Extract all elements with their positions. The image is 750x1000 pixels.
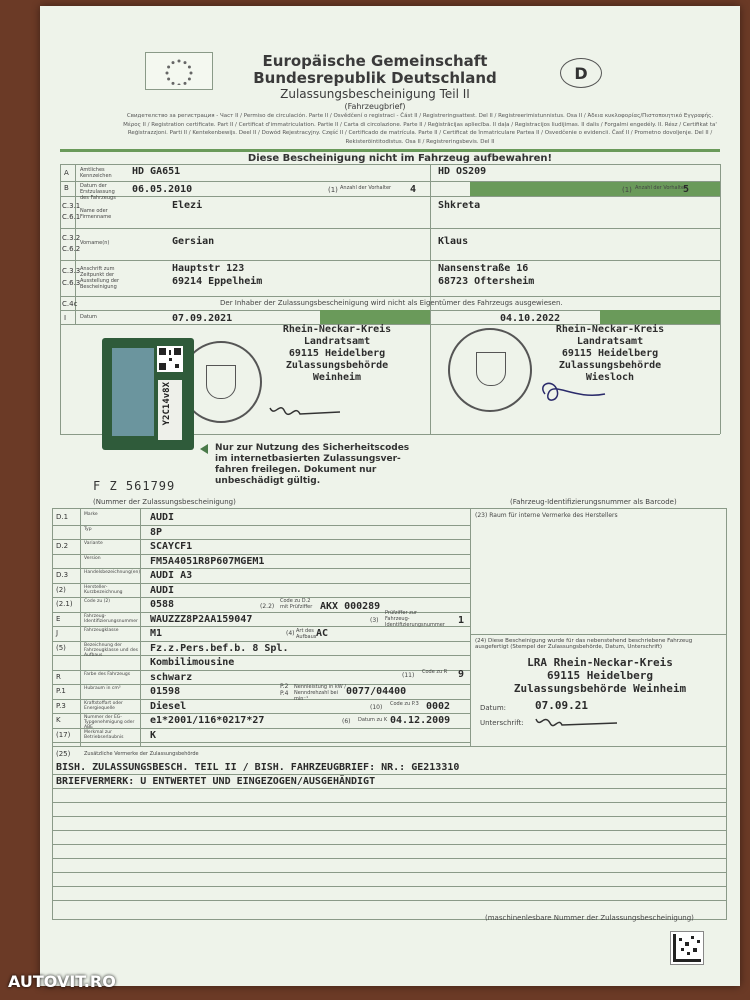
divider	[720, 164, 721, 434]
code-6-desc: Datum zu K	[358, 717, 388, 723]
row-divider	[52, 699, 470, 700]
holder-name-left: Elezi	[172, 200, 203, 211]
row-value: M1	[150, 628, 163, 639]
security-code-strip: Y2C14v8X	[158, 380, 182, 440]
row-divider	[52, 568, 470, 569]
code-11-label: (11)	[402, 672, 415, 679]
remark-ruling	[52, 900, 727, 901]
row-value: SCAYCF1	[150, 541, 193, 552]
remark-ruling	[52, 802, 727, 803]
eu-flag-icon	[145, 52, 213, 90]
divider	[60, 164, 720, 165]
field-label: Datum	[80, 314, 97, 320]
cert-number-label: (Nummer der Zulassungsbescheinigung)	[93, 498, 236, 506]
row-value: AUDI A3	[150, 570, 193, 581]
divider	[80, 508, 81, 746]
prev-count-code: (1)	[622, 186, 632, 194]
field-code: C.6.1	[62, 213, 81, 221]
row-code: K	[56, 716, 61, 724]
code-4-desc: Art des Aufbaus	[296, 628, 317, 640]
datamatrix-code-icon	[670, 931, 704, 965]
row-value: K	[150, 729, 157, 741]
field-code: C.6.3	[62, 279, 81, 287]
row-code: D.1	[56, 513, 69, 521]
row-divider	[52, 684, 470, 685]
certificate-number: F Z 561799	[93, 479, 176, 493]
row-value: 01598	[150, 686, 181, 697]
code-10-label: (10)	[370, 704, 383, 711]
row-label: Marke	[84, 512, 98, 517]
row-code: (17)	[56, 730, 71, 739]
row-divider	[52, 554, 470, 555]
code-22-label: (2.2)	[260, 603, 275, 610]
row-code: D.2	[56, 542, 69, 550]
remark-line: BRIEFVERMERK: U ENTWERTET UND EINGEZOGEN/AUSGEHÄNDIGT	[56, 776, 376, 787]
document-subtitle-2: (Fahrzeugbrief)	[344, 102, 406, 111]
country-mark: D	[560, 58, 602, 88]
field-label: Anschrift zum Zeitpunkt der Ausstellung der Bescheinigung	[80, 266, 120, 290]
row-code: E	[56, 614, 61, 623]
security-note: Nur zur Nutzung des Sicherheitscodes im internetbasierten Zulassungsver- fahren freilegen. Dokument nur unbeschädigt gültig.	[215, 443, 410, 486]
prev-count-code: (1)	[328, 186, 338, 194]
field-code: C.6.2	[62, 245, 81, 253]
issued-label: (24) Diese Bescheinigung wurde für das nebenstehend beschriebene Fahrzeug ausgefertigt (Stempel der Zulassungsbehörde, Datum, Unterschrift)	[475, 638, 693, 650]
internal-note-label: (23) Raum für interne Vermerke des Herstellers	[475, 512, 618, 519]
field-label: Vorname(n)	[80, 240, 110, 246]
field-code: C.4c	[62, 300, 78, 308]
divider	[60, 260, 720, 261]
code-3: 1	[458, 615, 465, 626]
divider	[52, 746, 727, 747]
row-divider	[52, 742, 470, 743]
field-code: C.3.1	[62, 202, 81, 210]
plate-left: HD GA651	[132, 166, 181, 177]
field-code: B	[64, 184, 69, 192]
row-label: Fahrzeug-Identifizierungsnummer	[84, 613, 138, 624]
code-22: AKX 000289	[320, 601, 381, 612]
holder-city-right: 68723 Oftersheim	[438, 276, 535, 287]
plate-right: HD OS209	[438, 166, 487, 177]
security-code-card	[102, 338, 194, 450]
row-divider	[52, 597, 470, 598]
row-label: Bezeichnung der Fahrzeugklasse und des Aufbaus	[84, 642, 138, 658]
field-code: A	[64, 169, 69, 177]
divider	[60, 228, 720, 229]
divider	[52, 508, 727, 509]
row-value: schwarz	[150, 671, 193, 683]
row-label: Hersteller-Kurzbezeichnung	[84, 584, 123, 595]
field-code: I	[64, 314, 67, 322]
remark-ruling	[52, 886, 727, 887]
row-code: P.3	[56, 701, 66, 710]
row-label: Nummer der EG-Typgenehmigung oder ABE	[84, 715, 135, 730]
code-4-label: (4)	[286, 630, 295, 637]
coat-of-arms-icon	[476, 352, 506, 386]
arrow-icon	[200, 444, 208, 454]
remark-ruling	[52, 774, 727, 775]
remark-ruling	[52, 872, 727, 873]
code-3-label: (3)	[370, 617, 379, 624]
row-code: P.1	[56, 687, 66, 695]
green-band	[600, 310, 720, 324]
qr-code-icon	[157, 346, 183, 372]
holder-firstname-right: Klaus	[438, 236, 469, 247]
divider	[470, 634, 726, 635]
field-code: C.3.2	[62, 234, 81, 242]
divider	[60, 296, 720, 297]
divider	[60, 164, 61, 434]
row-divider	[52, 539, 470, 540]
document-title: Europäische Gemeinschaft Bundesrepublik Deutschland	[253, 52, 497, 87]
remark-ruling	[52, 858, 727, 859]
row-code: (2)	[56, 585, 66, 594]
official-stamp-right	[448, 328, 532, 412]
row-value: 0588	[150, 599, 175, 610]
document-subtitle: Zulassungsbescheinigung Teil II	[280, 87, 470, 101]
vin-barcode-label: (Fahrzeug-Identifizierungsnummer als Barcode)	[510, 498, 677, 506]
holder-name-right: Shkreta	[438, 200, 481, 211]
code-6-label: (6)	[342, 718, 351, 725]
row-label: Kraftstoffart oder Energiequelle	[84, 700, 123, 711]
holder-street-left: Hauptstr 123	[172, 263, 245, 274]
warning-text: Diese Bescheinigung nicht im Fahrzeug aufbewahren!	[247, 153, 553, 164]
row-label: Variante	[84, 541, 103, 546]
code-11: 9	[458, 669, 465, 680]
row-divider	[52, 713, 470, 714]
p4-label: P.4	[280, 690, 289, 697]
row-code: J	[56, 629, 59, 637]
date-label: Datum:	[480, 704, 507, 712]
row-label: Farbe des Fahrzeugs	[84, 671, 131, 677]
row-label: Merkmal zur Betriebserlaubnis	[84, 729, 124, 740]
code-6: 04.12.2009	[390, 715, 451, 726]
ownership-note: Der Inhaber der Zulassungsbescheinigung wird nicht als Eigentümer des Fahrzeugs ausgewiesen.	[220, 299, 563, 307]
code-4: AC	[316, 628, 329, 639]
divider	[470, 508, 471, 746]
code-11-desc: Code zu R	[422, 669, 448, 675]
row-divider	[52, 525, 470, 526]
remark-line: BISH. ZULASSUNGSBESCH. TEIL II / BISH. FAHRZEUGBRIEF: NR.: GE213310	[56, 762, 460, 773]
authority-left: Rhein-Neckar-Kreis Landratsamt 69115 Heidelberg Zulassungsbehörde Weinheim	[282, 324, 392, 383]
row-divider	[52, 670, 470, 671]
holder-firstname-left: Gersian	[172, 236, 215, 247]
divider	[140, 508, 141, 746]
field-label: Anzahl der Vorhalter	[340, 185, 392, 191]
date-left: 07.09.2021	[172, 313, 233, 324]
remarks-label: Zusätzliche Vermerke der Zulassungsbehörde	[84, 751, 199, 757]
field-label: Name oder Firmenname	[80, 208, 112, 220]
row-code: D.3	[56, 571, 69, 579]
holder-city-left: 69214 Eppelheim	[172, 276, 263, 287]
power-rpm: 0077/04400	[346, 686, 407, 697]
row-value: Fz.z.Pers.bef.b. 8 Spl.	[150, 642, 289, 654]
row-value: Diesel	[150, 700, 187, 712]
code-10: 0002	[426, 701, 451, 712]
registration-document	[40, 6, 740, 986]
signature-issue	[532, 711, 622, 733]
row-value: FM5A4051R8P607MGEM1	[150, 555, 265, 567]
row-code: R	[56, 672, 61, 681]
row-value: Kombilimousine	[150, 657, 235, 668]
row-value: WAUZZZ8P2AA159047	[150, 613, 253, 625]
signature-label: Unterschrift:	[480, 719, 524, 727]
p2-label: P.2	[280, 683, 289, 690]
field-label: Anzahl der Vorhalter	[635, 185, 687, 191]
first-registration: 06.05.2010	[132, 184, 193, 195]
remark-ruling	[52, 788, 727, 789]
hologram	[112, 348, 154, 436]
code-10-desc: Code zu P.3	[390, 701, 419, 707]
coat-of-arms-icon	[206, 365, 236, 399]
remark-ruling	[52, 816, 727, 817]
remark-ruling	[52, 844, 727, 845]
site-watermark: AUTOVIT.RO	[8, 972, 116, 991]
footer-label: (maschinenlesbare Nummer der Zulassungsbescheinigung)	[485, 914, 694, 922]
field-label: Datum der Erstzulassung des Fahrzeugs	[80, 183, 116, 201]
signature-left	[265, 398, 345, 423]
issue-date: 07.09.21	[535, 699, 588, 712]
authority-right: Rhein-Neckar-Kreis Landratsamt 69115 Heidelberg Zulassungsbehörde Wiesloch	[555, 324, 665, 383]
row-value: AUDI	[150, 584, 175, 596]
code-22-desc: Code zu D.2 mit Prüfziffer	[280, 598, 313, 610]
row-label: Handelsbezeichnung(en)	[84, 570, 141, 575]
field-label: Amtliches Kennzeichen	[80, 167, 112, 179]
row-code: (5)	[56, 643, 66, 652]
field-code: C.3.3	[62, 267, 81, 275]
row-label: Version	[84, 555, 101, 561]
multilingual-title: Свидетелство за регистрация - Част II / Permiso de circulación. Parte II / Osvědčení o registraci - Část II / Registreringsattest. Del II / Registreerimistunnistus. Osa II / Άδεια κυκλοφορίας/Πιστοποιητικό Εγγραφής. Μέρος II / Registration certificate. Part II / Certificat d'immatriculation. Partie II / Carta di circolazione. Parte II / Reģistrācijas apliecība. II daļa / Registracijos liudijimas. II dalis / Forgalmi engedély. II. Rész / Certifikat ta' Reġistrazzjoni. Parti II / Kentekenbewijs. Deel II / Dowód Rejestracyjny. Część II / Certificado de matrícula. Parte II / Certificat de înmatriculare Partea II / Osvedčenie o evidencii. Časť II / Prometno dovoljenje. Del II / Rekisteröintitodistus. Osa II / Registreringsbevis. Del II	[123, 113, 717, 145]
code-3-desc: Prüfziffer zur Fahrzeug-Identifizierungsnummer	[385, 610, 445, 628]
row-label: Fahrzeugklasse	[84, 628, 119, 633]
row-code: (2.1)	[56, 600, 73, 608]
signature-right	[535, 374, 615, 409]
row-divider	[52, 583, 470, 584]
row-label: Code zu (2)	[84, 599, 110, 604]
row-value: AUDI	[150, 512, 175, 523]
issuing-authority: LRA Rhein-Neckar-Kreis 69115 Heidelberg Zulassungsbehörde Weinheim	[513, 656, 687, 695]
row-value: 8P	[150, 526, 163, 538]
row-label: Typ	[84, 526, 92, 532]
remarks-code: (25)	[56, 750, 71, 758]
row-label: Hubraum in cm³	[84, 686, 121, 691]
divider	[60, 196, 720, 197]
green-band	[320, 310, 430, 324]
row-value: e1*2001/116*0217*27	[150, 715, 265, 726]
prev-count-left: 4	[410, 184, 417, 195]
holder-street-right: Nansenstraße 16	[438, 263, 529, 274]
prev-count-right: 5	[683, 184, 690, 195]
divider	[60, 149, 720, 152]
power-desc: Nennleistung in kW / Nenndrehzahl bei min⁻¹	[294, 684, 346, 702]
date-right: 04.10.2022	[500, 313, 561, 324]
row-divider	[52, 641, 470, 642]
remark-ruling	[52, 830, 727, 831]
